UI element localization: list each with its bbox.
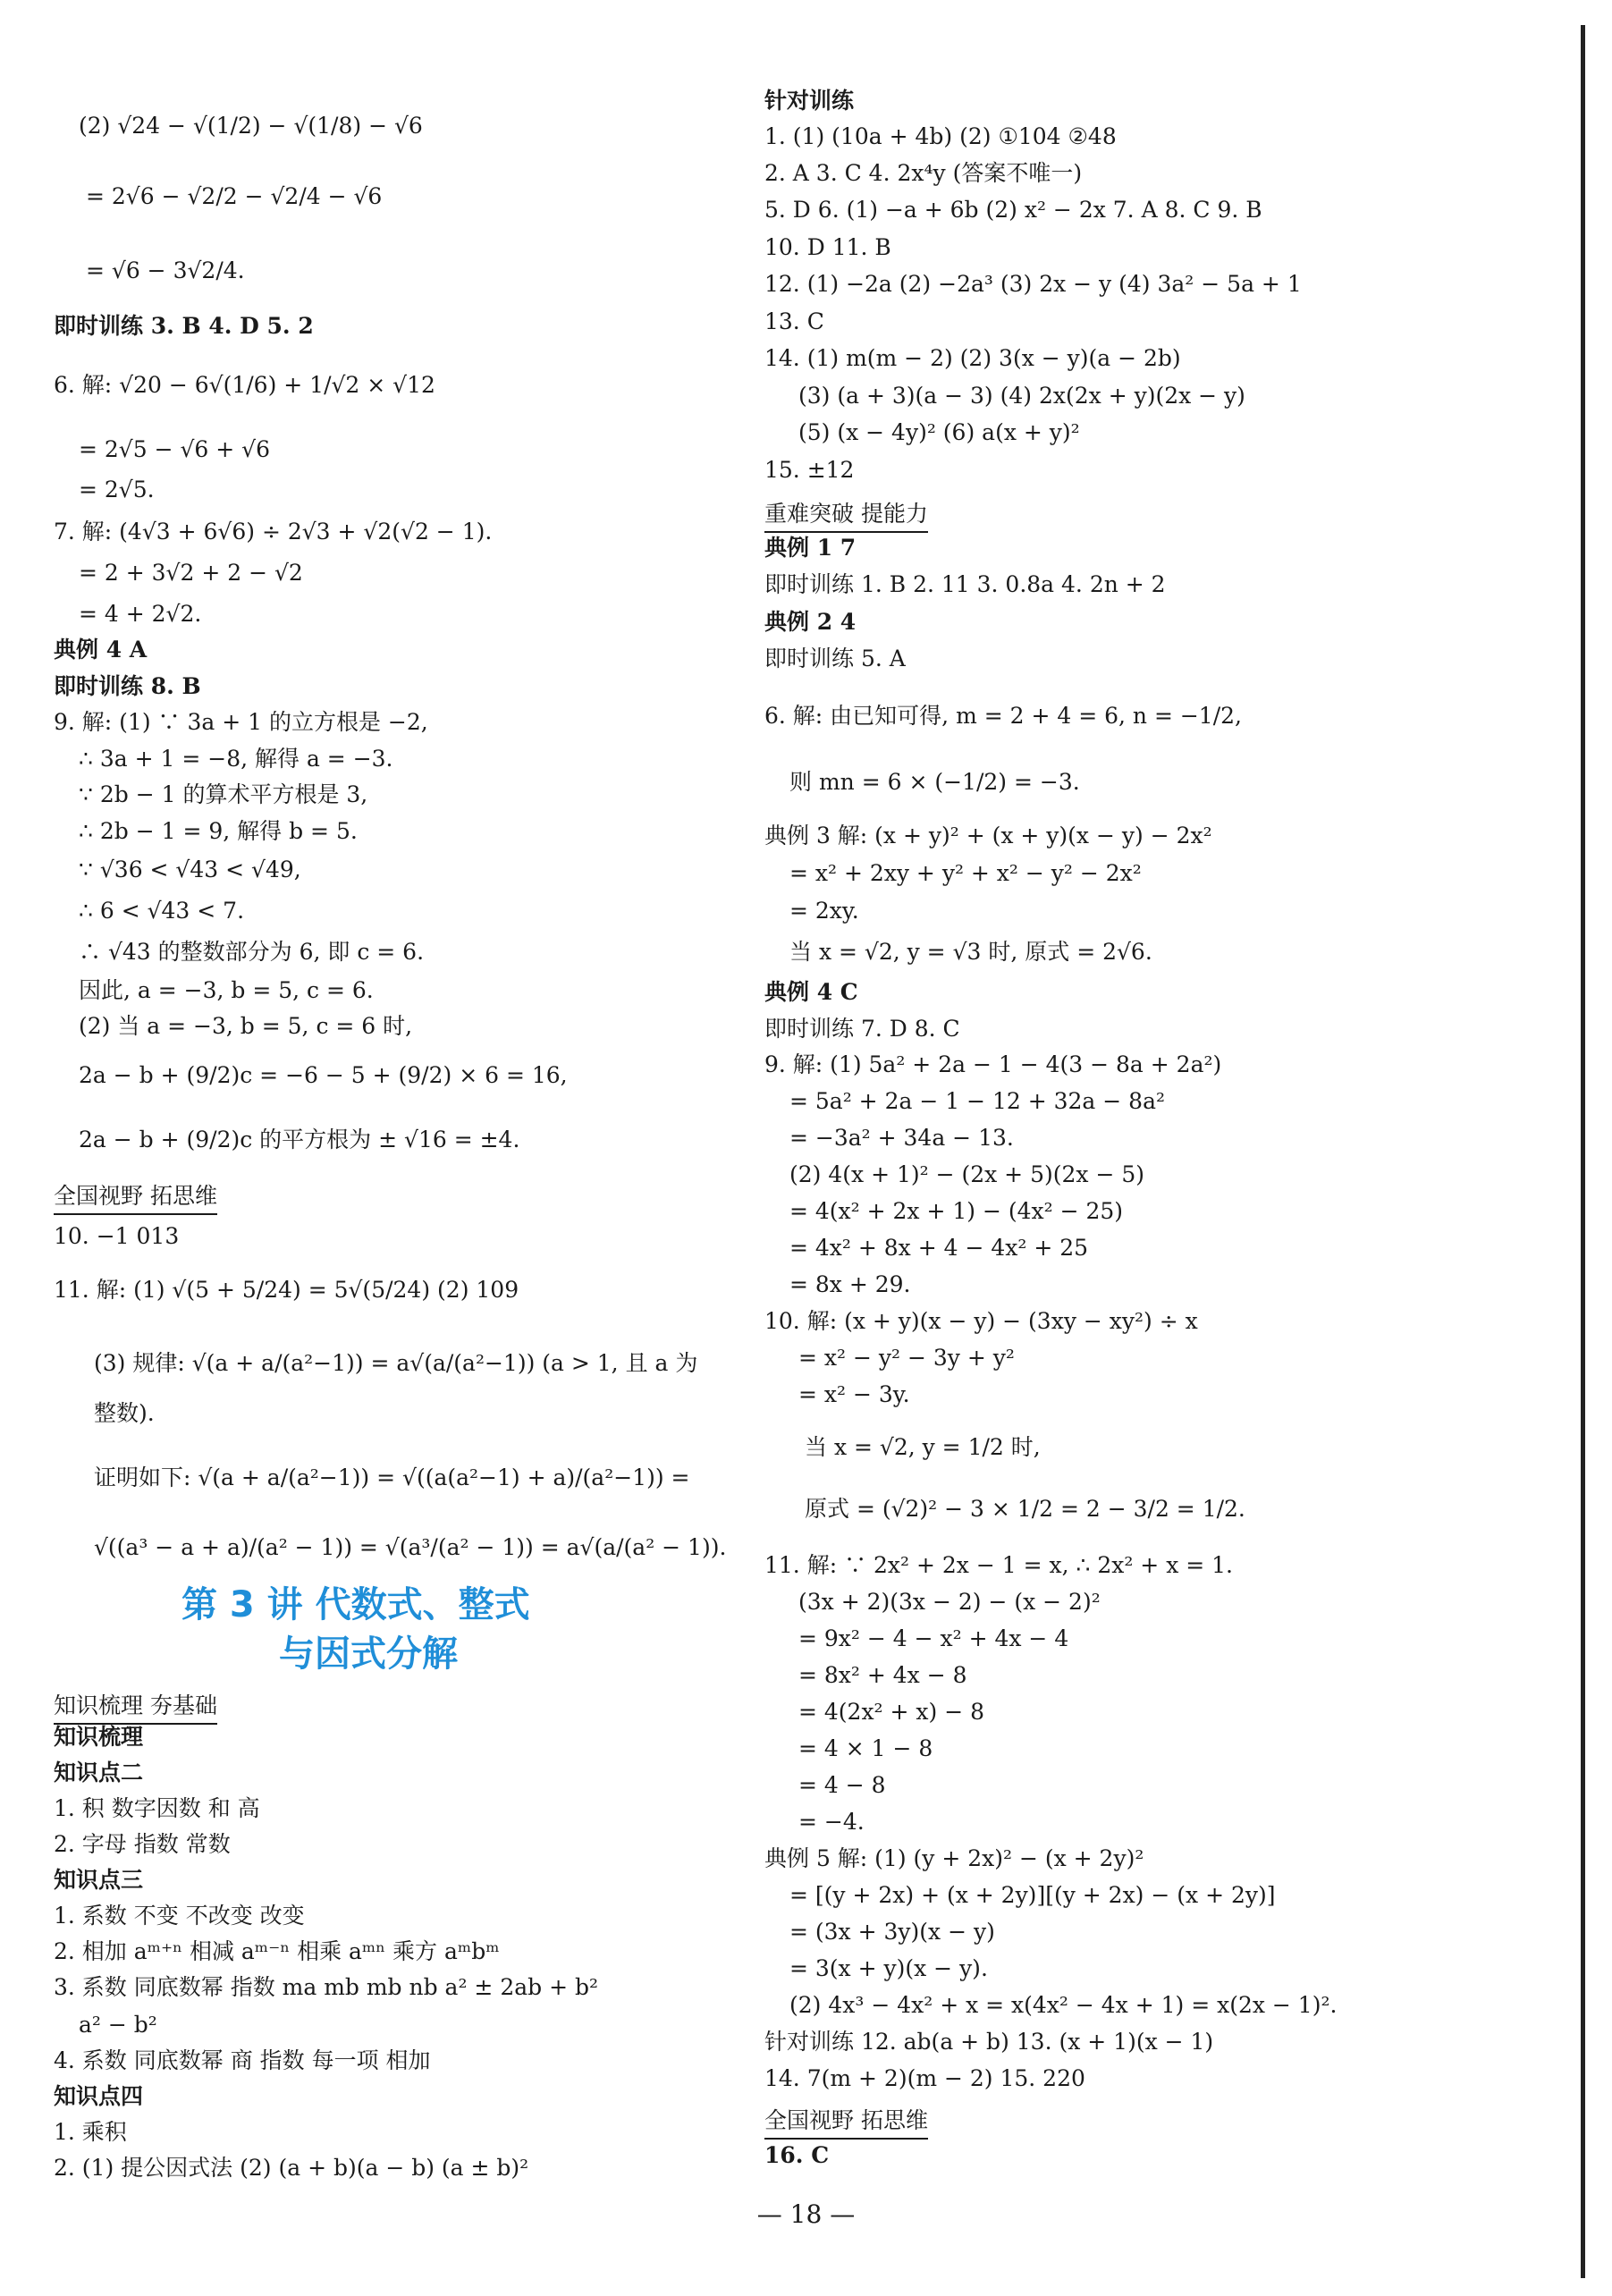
answer-line: (3) (a + 3)(a − 3) (4) 2x(2x + y)(2x − y) [798, 383, 1245, 409]
text-line: 典例 3 解: (x + y)² + (x + y)(x − y) − 2x² [764, 823, 1212, 848]
example-heading: 典例 1 7 [764, 535, 857, 561]
text-line: = 2√5 − √6 + √6 [79, 436, 270, 462]
answer-line: 即时训练 7. D 8. C [764, 1016, 960, 1042]
text-line: = 2 + 3√2 + 2 − √2 [79, 560, 303, 586]
answer-line: 即时训练 3. B 4. D 5. 2 [54, 313, 314, 339]
section-heading: 全国视野 拓思维 [764, 2103, 928, 2140]
text-line: = x² − 3y. [798, 1381, 910, 1407]
text-line: 则 mn = 6 × (−1/2) = −3. [789, 769, 1080, 795]
text-line: 当 x = √2, y = 1/2 时, [805, 1434, 1041, 1460]
text-line: = 8x² + 4x − 8 [798, 1662, 967, 1688]
text-line: = 2√5. [79, 477, 155, 502]
answer-line: 1. (1) (10a + 4b) (2) ①104 ②48 [764, 123, 1117, 149]
text-line: = 2xy. [789, 898, 859, 924]
answer-line: 即时训练 1. B 2. 11 3. 0.8a 4. 2n + 2 [764, 571, 1166, 597]
answer-line: 10. D 11. B [764, 234, 891, 260]
answer-line: 10. −1 013 [54, 1223, 180, 1249]
text-line: 2. (1) 提公因式法 (2) (a + b)(a − b) (a ± b)² [54, 2155, 529, 2181]
subheading: 知识点二 [54, 1760, 144, 1785]
text-line: 7. 解: (4√3 + 6√6) ÷ 2√3 + √2(√2 − 1). [54, 519, 493, 544]
text-line: = 4(2x² + x) − 8 [798, 1699, 985, 1725]
text-line: = 5a² + 2a − 1 − 12 + 32a − 8a² [789, 1088, 1166, 1114]
text-line: 6. 解: 由已知可得, m = 2 + 4 = 6, n = −1/2, [764, 703, 1242, 729]
text-line: ∵ √36 < √43 < √49, [79, 857, 301, 882]
text-line: a² − b² [79, 2012, 157, 2038]
text-line: = 4 × 1 − 8 [798, 1735, 933, 1761]
text-line: = 4 − 8 [798, 1772, 886, 1798]
text-line: 2a − b + (9/2)c 的平方根为 ± √16 = ±4. [79, 1127, 520, 1152]
text-line: ∴ 2b − 1 = 9, 解得 b = 5. [79, 818, 358, 844]
chapter-title: 与因式分解 [279, 1633, 458, 1675]
text-line: = 9x² − 4 − x² + 4x − 4 [798, 1625, 1069, 1651]
text-line: (2) 当 a = −3, b = 5, c = 6 时, [79, 1013, 413, 1039]
answer-line: 2. A 3. C 4. 2x⁴y (答案不唯一) [764, 160, 1083, 186]
text-line: = √6 − 3√2/4. [86, 257, 245, 283]
section-heading: 知识梳理 夯基础 [54, 1688, 217, 1725]
text-line: 3. 系数 同底数幂 指数 ma mb mb nb a² ± 2ab + b² [54, 1974, 599, 2000]
text-line: (2) 4(x + 1)² − (2x + 5)(2x − 5) [789, 1161, 1144, 1187]
subheading: 知识点四 [54, 2083, 144, 2109]
text-line: = −3a² + 34a − 13. [789, 1125, 1014, 1151]
text-line: = [(y + 2x) + (x + 2y)][(y + 2x) − (x + 2y)] [789, 1882, 1276, 1908]
text-line: 2a − b + (9/2)c = −6 − 5 + (9/2) × 6 = 16, [79, 1062, 568, 1088]
text-line: 1. 乘积 [54, 2119, 127, 2145]
text-line: = 4 + 2√2. [79, 601, 202, 627]
text-line: = (3x + 3y)(x − y) [789, 1919, 995, 1945]
text-line: 4. 系数 同底数幂 商 指数 每一项 相加 [54, 2047, 431, 2073]
text-line: = 4(x² + 2x + 1) − (4x² − 25) [789, 1198, 1124, 1224]
text-line: ∵ 2b − 1 的算术平方根是 3, [79, 781, 368, 807]
example-heading: 典例 4 C [764, 979, 858, 1005]
example-heading: 典例 4 A [54, 637, 148, 663]
text-line: 10. 解: (x + y)(x − y) − (3xy − xy²) ÷ x [764, 1308, 1198, 1334]
answer-line: 5. D 6. (1) −a + 6b (2) x² − 2x 7. A 8. C 9. B [764, 197, 1262, 223]
text-line: 1. 积 数字因数 和 高 [54, 1795, 260, 1821]
text-line: = 3(x + y)(x − y). [789, 1955, 988, 1981]
text-line: 2. 字母 指数 常数 [54, 1831, 231, 1857]
text-line: (3x + 2)(3x − 2) − (x − 2)² [798, 1589, 1101, 1615]
answer-line: 即时训练 8. B [54, 673, 201, 699]
text-line: ∴ √43 的整数部分为 6, 即 c = 6. [79, 939, 425, 965]
text-line: 典例 5 解: (1) (y + 2x)² − (x + 2y)² [764, 1845, 1144, 1871]
subheading: 针对训练 [764, 88, 855, 114]
text-line: 6. 解: √20 − 6√(1/6) + 1/√2 × √12 [54, 372, 435, 398]
text-line: (2) √24 − √(1/2) − √(1/8) − √6 [79, 113, 423, 139]
text-line: 1. 系数 不变 不改变 改变 [54, 1903, 305, 1929]
answer-line: 15. ±12 [764, 457, 855, 483]
text-line: = 4x² + 8x + 4 − 4x² + 25 [789, 1235, 1089, 1261]
answer-line: 14. (1) m(m − 2) (2) 3(x − y)(a − 2b) [764, 345, 1181, 371]
text-line: √((a³ − a + a)/(a² − 1)) = √(a³/(a² − 1)) = a√(a/(a² − 1)). [94, 1534, 727, 1560]
text-line: 原式 = (√2)² − 3 × 1/2 = 2 − 3/2 = 1/2. [805, 1496, 1245, 1522]
answer-line: 16. C [764, 2142, 830, 2168]
text-line: 2. 相加 aᵐ⁺ⁿ 相减 aᵐ⁻ⁿ 相乘 aᵐⁿ 乘方 aᵐbᵐ [54, 1938, 500, 1964]
answer-line: 14. 7(m + 2)(m − 2) 15. 220 [764, 2065, 1085, 2091]
text-line: 11. 解: (1) √(5 + 5/24) = 5√(5/24) (2) 109 [54, 1277, 519, 1303]
text-line: ∴ 3a + 1 = −8, 解得 a = −3. [79, 746, 393, 772]
text-line: 整数). [94, 1400, 155, 1426]
text-line: = x² − y² − 3y + y² [798, 1345, 1015, 1371]
example-heading: 典例 2 4 [764, 609, 857, 635]
text-line: = x² + 2xy + y² + x² − y² − 2x² [789, 860, 1142, 886]
page-number: — 18 — [756, 2199, 856, 2229]
section-heading: 重难突破 提能力 [764, 496, 928, 533]
text-line: = 8x + 29. [789, 1271, 911, 1297]
text-line: 证明如下: √(a + a/(a²−1)) = √((a(a²−1) + a)/(a²−1)) = [94, 1465, 690, 1490]
text-line: = 2√6 − √2/2 − √2/4 − √6 [86, 183, 383, 209]
subheading: 知识梳理 [54, 1724, 144, 1750]
text-line: 当 x = √2, y = √3 时, 原式 = 2√6. [789, 939, 1152, 965]
page-edge-rule [1581, 25, 1585, 2278]
text-line: (2) 4x³ − 4x² + x = x(4x² − 4x + 1) = x(2x − 1)². [789, 1992, 1338, 2018]
text-line: 9. 解: (1) ∵ 3a + 1 的立方根是 −2, [54, 709, 428, 735]
text-line: 因此, a = −3, b = 5, c = 6. [79, 977, 374, 1003]
answer-line: (5) (x − 4y)² (6) a(x + y)² [798, 419, 1080, 445]
section-heading: 全国视野 拓思维 [54, 1178, 217, 1215]
text-line: = −4. [798, 1809, 865, 1835]
text-line: ∴ 6 < √43 < 7. [79, 898, 245, 924]
subheading: 知识点三 [54, 1867, 144, 1893]
text-line: (3) 规律: √(a + a/(a²−1)) = a√(a/(a²−1)) (a > 1, 且 a 为 [94, 1350, 698, 1376]
answer-line: 12. (1) −2a (2) −2a³ (3) 2x − y (4) 3a² − 5a + 1 [764, 271, 1302, 297]
answer-line: 13. C [764, 308, 824, 334]
answer-line: 即时训练 5. A [764, 646, 906, 671]
text-line: 9. 解: (1) 5a² + 2a − 1 − 4(3 − 8a + 2a²) [764, 1051, 1222, 1077]
answer-line: 针对训练 12. ab(a + b) 13. (x + 1)(x − 1) [764, 2029, 1214, 2055]
chapter-title: 第 3 讲 代数式、整式 [181, 1584, 530, 1625]
text-line: 11. 解: ∵ 2x² + 2x − 1 = x, ∴ 2x² + x = 1. [764, 1552, 1233, 1578]
